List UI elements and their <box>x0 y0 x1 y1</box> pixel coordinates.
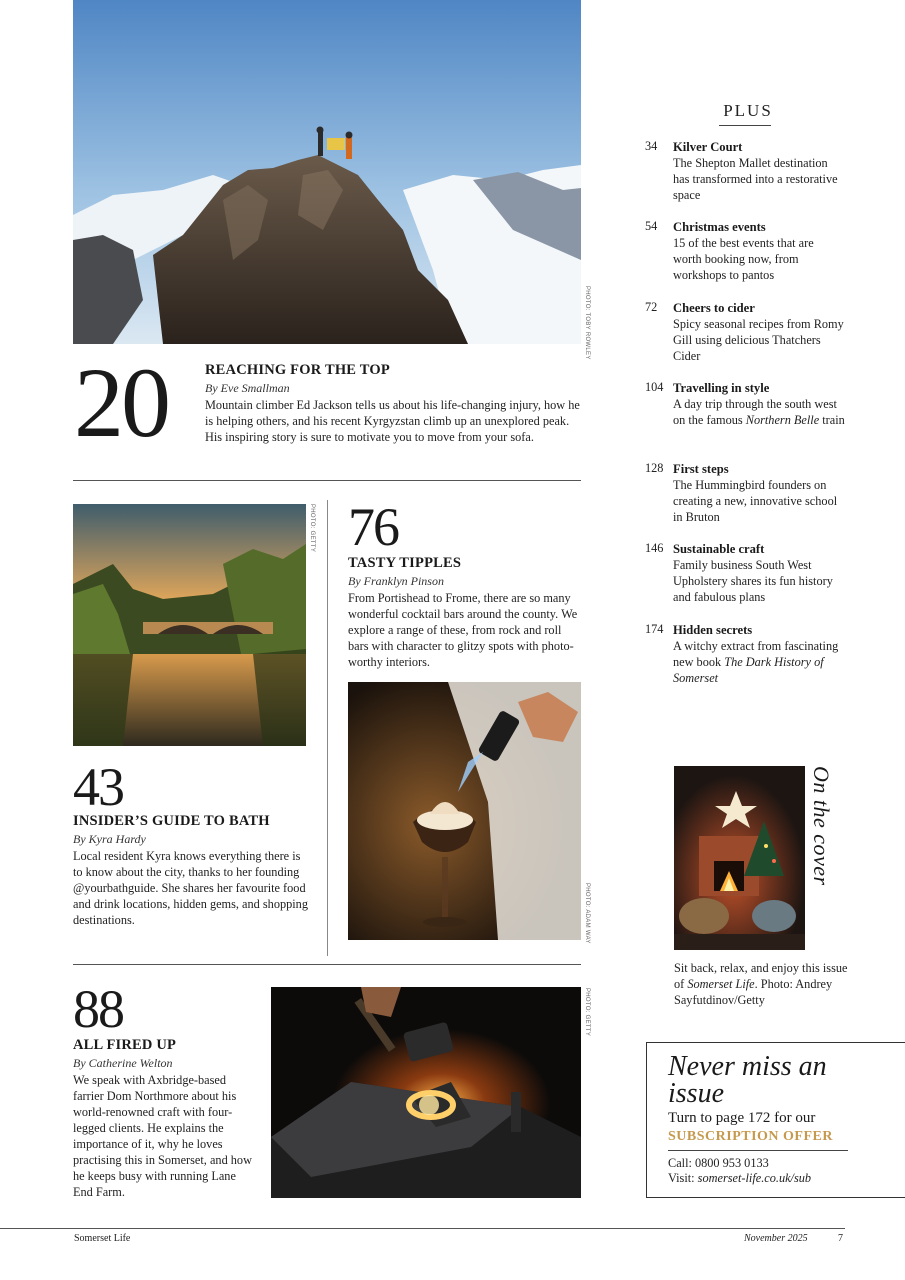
photo-credit: PHOTO: ADAM WAY <box>584 883 590 944</box>
page-number-76: 76 <box>348 497 398 557</box>
cocktail-torch-photo <box>348 682 581 940</box>
page-number-88: 88 <box>73 979 123 1039</box>
footer-issue-date: November 2025 <box>744 1233 808 1244</box>
page-number-20: 20 <box>74 347 168 458</box>
plus-item-desc: A witchy extract from fascinating new book The Dark History of Somerset <box>673 639 839 685</box>
plus-item-title: Kilver Court <box>673 140 743 154</box>
plus-item-title: First steps <box>673 462 729 476</box>
feature-headline: ALL FIRED UP <box>73 1037 177 1053</box>
footer-publication: Somerset Life <box>74 1233 131 1244</box>
subscription-offer-link[interactable]: SUBSCRIPTION OFFER <box>668 1129 833 1144</box>
mountain-climbers-photo <box>73 0 581 344</box>
page-number-43: 43 <box>73 757 123 817</box>
plus-item-title: Christmas events <box>673 220 766 234</box>
plus-item-title: Sustainable craft <box>673 542 765 556</box>
photo-credit: PHOTO: GETTY <box>584 988 590 1037</box>
subscribe-website[interactable]: Visit: somerset-life.co.uk/sub <box>668 1171 812 1185</box>
feature-byline: By Kyra Hardy <box>73 832 146 846</box>
plus-item-desc: The Hummingbird founders on creating a new, innovative school in Bruton <box>673 478 838 524</box>
plus-item-page: 72 <box>645 300 658 314</box>
feature-byline: By Franklyn Pinson <box>348 574 444 588</box>
subscribe-divider <box>668 1150 848 1151</box>
feature-88-text[interactable] <box>73 1037 255 1200</box>
plus-item-desc: A day trip through the south west on the famous Northern Belle train <box>673 397 845 427</box>
section-divider <box>73 964 581 965</box>
feature-76-text[interactable] <box>348 555 584 670</box>
plus-item-title: Travelling in style <box>673 381 770 395</box>
plus-item-page: 146 <box>645 541 664 555</box>
plus-item-page: 34 <box>645 139 658 153</box>
plus-item-desc: The Shepton Mallet destination has transformed into a restorative space <box>673 156 838 202</box>
feature-headline: TASTY TIPPLES <box>348 555 462 571</box>
on-the-cover-label: On the cover <box>809 766 834 886</box>
feature-byline: By Catherine Welton <box>73 1056 173 1070</box>
column-divider <box>327 500 328 956</box>
section-divider <box>73 480 581 481</box>
plus-item-page: 174 <box>645 622 664 636</box>
farrier-anvil-photo <box>271 987 581 1198</box>
plus-item-page: 128 <box>645 461 664 475</box>
subscribe-line: Turn to page 172 for our <box>668 1110 816 1126</box>
feature-20-text[interactable] <box>205 362 583 445</box>
feature-body: From Portishead to Frome, there are so many wonderful cocktail bars around the county. We explore a range of these, from rock and roll bars with character to glitzy spots with photo-worthy interiors. <box>348 591 578 669</box>
plus-heading-underline <box>719 125 771 126</box>
plus-item-desc: 15 of the best events that are worth booking now, from workshops to pantos <box>673 236 814 282</box>
cover-caption: Sit back, relax, and enjoy this issue of Somerset Life. Photo: Andrey Sayfutdinov/Getty <box>674 961 848 1007</box>
plus-item-desc: Family business South West Upholstery shares its fun history and fabulous plans <box>673 558 833 604</box>
plus-item-page: 104 <box>645 380 664 394</box>
feature-headline: REACHING FOR THE TOP <box>205 362 390 378</box>
plus-item-title: Cheers to cider <box>673 301 755 315</box>
bath-bridge-photo <box>73 504 306 746</box>
plus-item-title: Hidden secrets <box>673 623 753 637</box>
feature-headline: INSIDER’S GUIDE TO BATH <box>73 813 270 829</box>
plus-item-page: 54 <box>645 219 658 233</box>
feature-byline: By Eve Smallman <box>205 381 290 395</box>
plus-heading: PLUS <box>723 101 773 120</box>
footer-page-number: 7 <box>838 1233 843 1244</box>
footer-divider <box>0 1228 845 1229</box>
feature-43-text[interactable] <box>73 813 313 928</box>
subscribe-phone[interactable]: Call: 0800 953 0133 <box>668 1156 769 1170</box>
subscription-box[interactable] <box>646 1042 905 1198</box>
fireplace-christmas-photo[interactable] <box>674 766 805 950</box>
photo-credit: PHOTO: TOBY ROWLEY <box>584 286 590 360</box>
subscribe-title: Never miss an issue <box>668 1051 827 1109</box>
photo-credit: PHOTO: GETTY <box>309 504 315 553</box>
plus-item-desc: Spicy seasonal recipes from Romy Gill using delicious Thatchers Cider <box>673 317 844 363</box>
feature-body: Local resident Kyra knows everything there is to know about the city, thanks to her founding @yourbathguide. She shares her favourite food and drink locations, hidden gems, and shopping destinations. <box>73 849 308 927</box>
feature-body: We speak with Axbridge-based farrier Dom Northmore about his world-renowned craft with four-legged clients. He explains the importance of it, why he loves practising this in Somerset, and how he keeps busy with running Lane End Farm. <box>73 1073 252 1199</box>
feature-body: Mountain climber Ed Jackson tells us about his life-changing injury, how he is helping others, and his recent Kyrgyzstan climb up an unexplored peak. His inspiring story is sure to motivate you to move from your sofa. <box>205 398 580 444</box>
